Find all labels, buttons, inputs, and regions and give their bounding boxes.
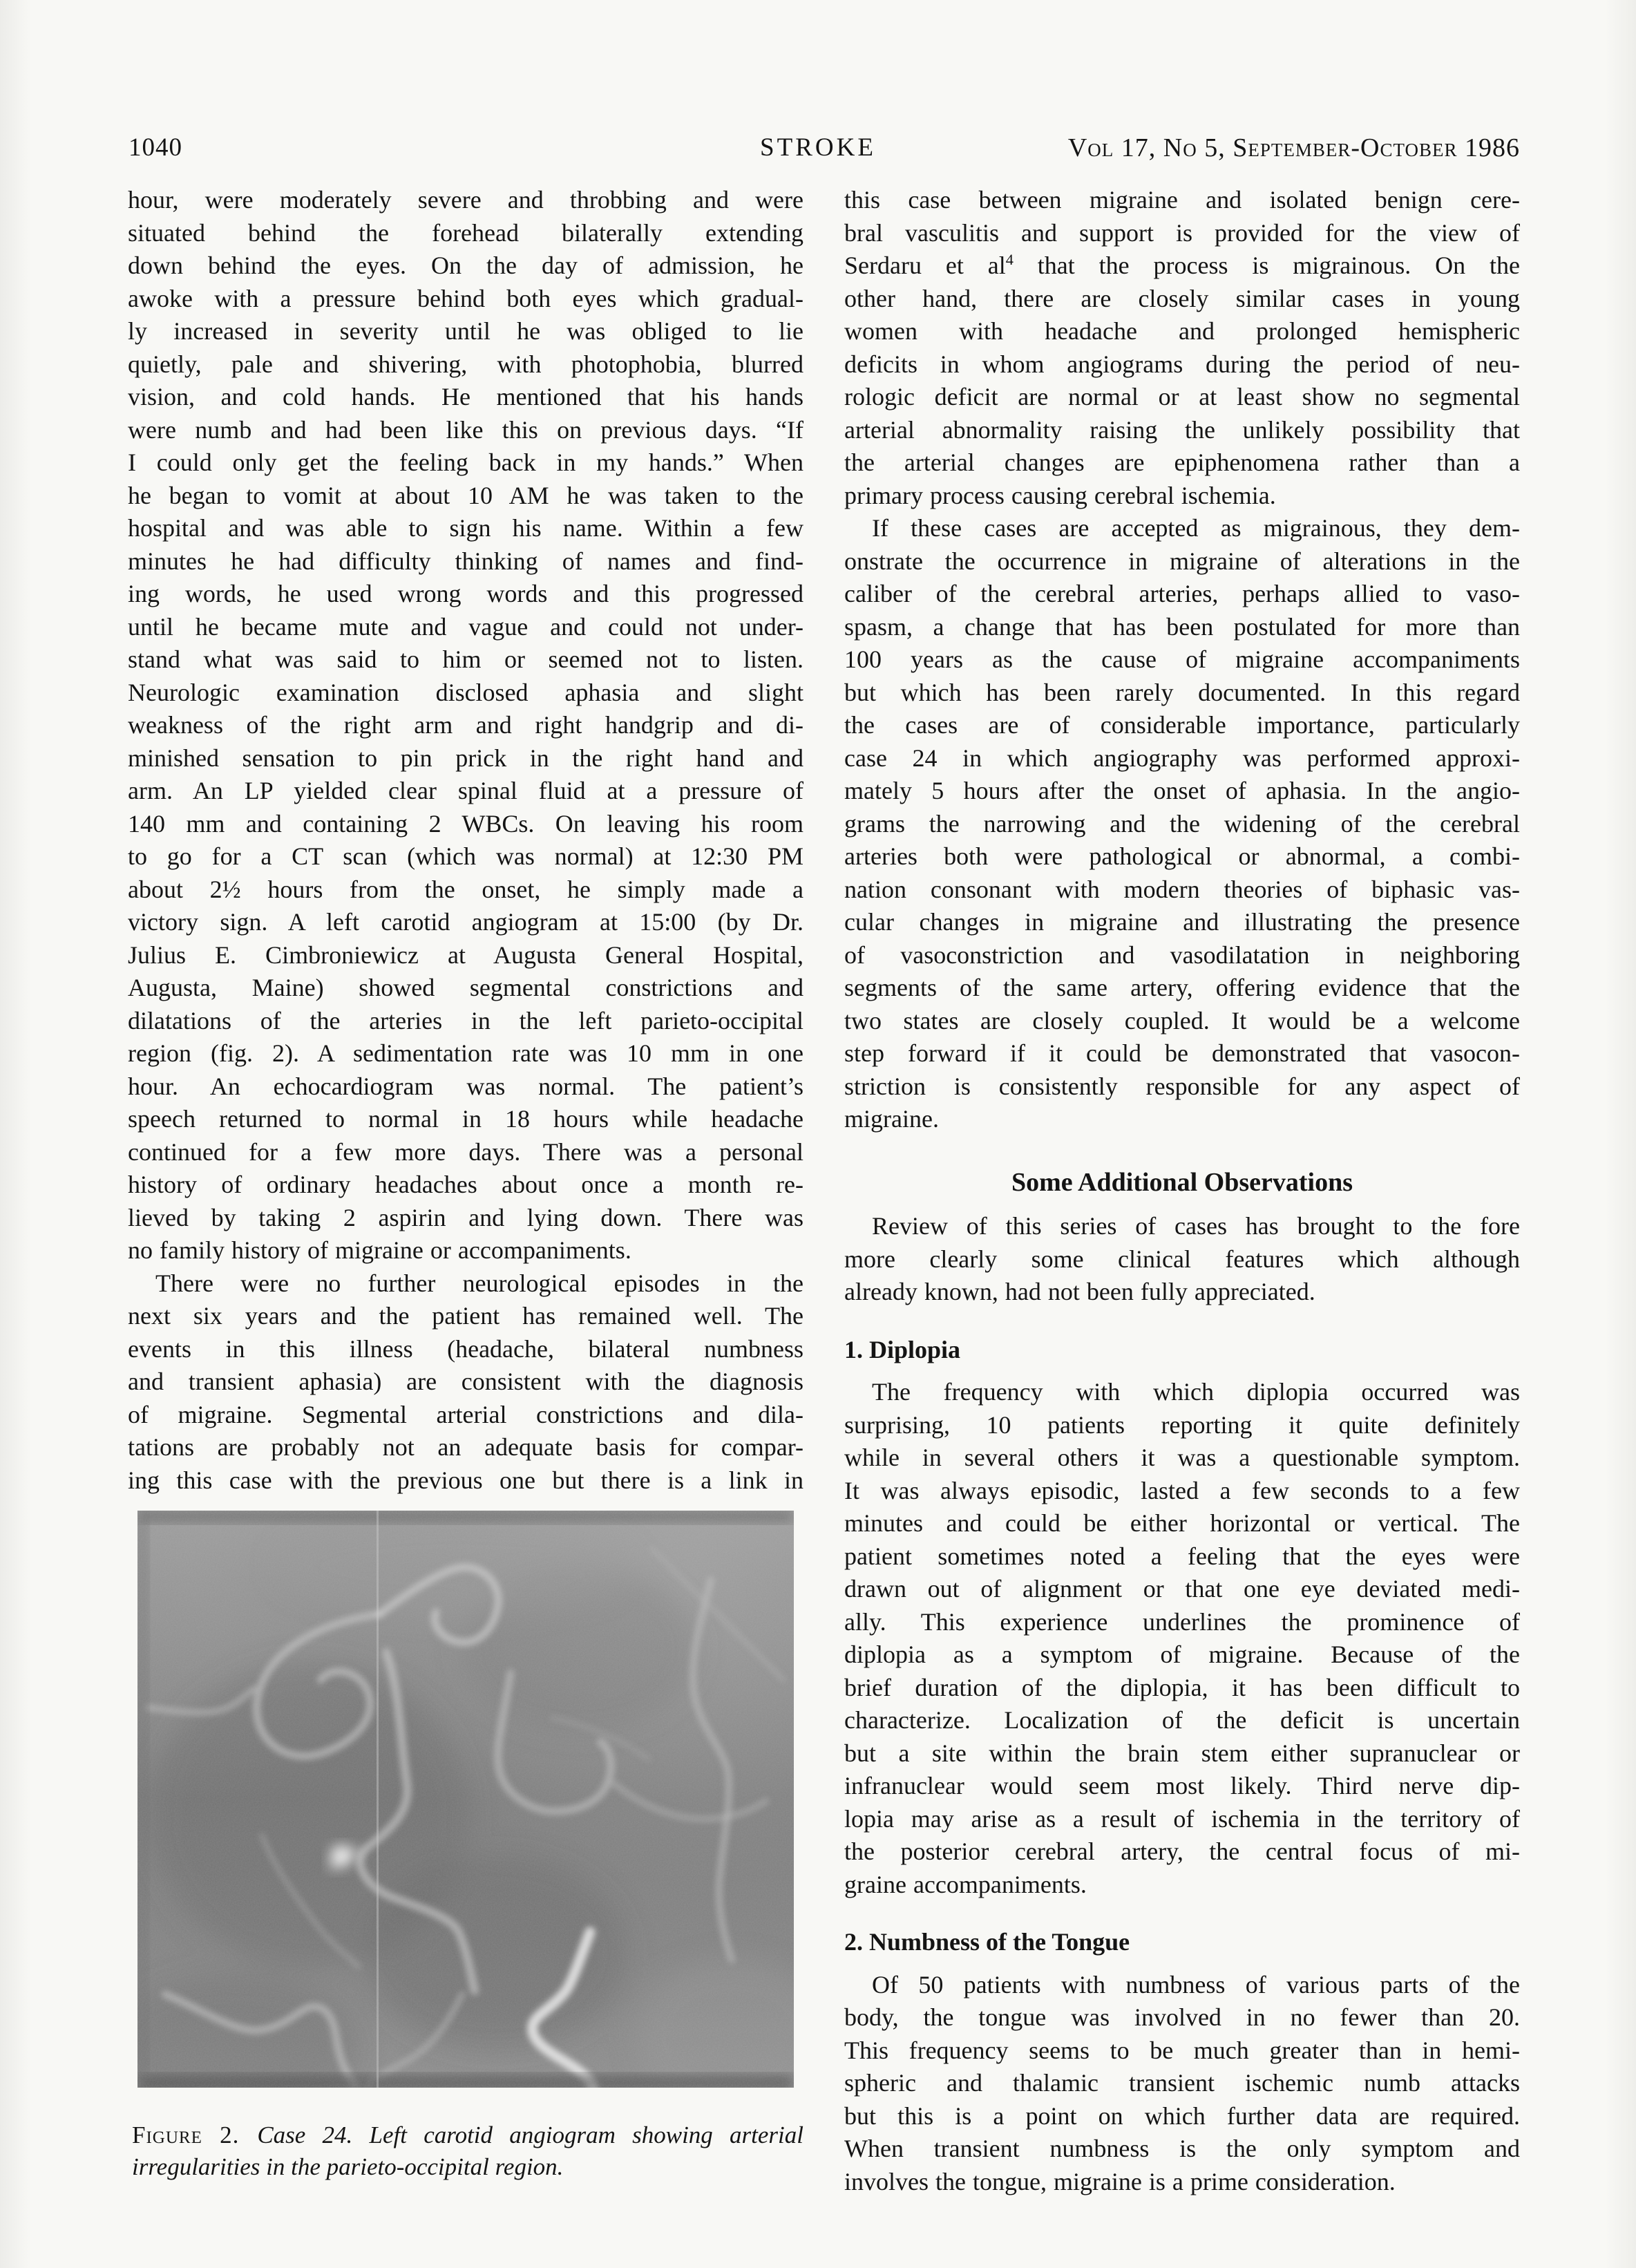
text-line: victory sign. A left carotid angiogram at 15:00 (by Dr. <box>128 908 803 936</box>
text-line: the cases are of considerable importance, particularly <box>844 711 1520 739</box>
paragraph <box>128 1267 803 1497</box>
text-line: nation consonant with modern theories of biphasic vas- <box>844 875 1520 903</box>
text-line: history of ordinary headaches about once a month re- <box>128 1171 803 1198</box>
text-line: This frequency seems to be much greater than in hemi- <box>844 2036 1520 2064</box>
text-line: The frequency with which diplopia occurred was <box>872 1378 1520 1406</box>
sub-heading: 2. Numbness of the Tongue <box>844 1928 1130 1956</box>
text-line: case 24 in which angiography was performed approxi- <box>844 744 1520 772</box>
page-number: 1040 <box>129 133 182 162</box>
text-line: and transient aphasia) are consistent with the diagnosis <box>128 1368 803 1395</box>
text-line: grams the narrowing and the widening of the cerebral <box>844 809 1520 838</box>
text-line: arterial abnormality raising the unlikely possibility that <box>844 415 1520 444</box>
text-line: segments of the same artery, offering evidence that the <box>844 974 1520 1001</box>
text-line: hour. An echocardiogram was normal. The patient’s <box>128 1072 803 1100</box>
text-line: but which has been rarely documented. In this regard <box>844 678 1520 706</box>
text-line: quietly, pale and shivering, with photophobia, blurred <box>128 350 803 378</box>
text-line: There were no further neurological episodes in the <box>155 1269 803 1297</box>
sub-heading: 1. Diplopia <box>844 1335 961 1363</box>
text-line: lieved by taking 2 aspirin and lying down. There was <box>128 1203 803 1231</box>
text-line: hospital and was able to sign his name. Within a few <box>128 514 803 542</box>
text-line: Julius E. Cimbroniewicz at Augusta General Hospital, <box>128 941 803 969</box>
left-column <box>128 184 803 2198</box>
figure-caption <box>128 2119 803 2183</box>
text-line: two states are closely coupled. It would be a welcome <box>844 1006 1520 1034</box>
text-line: women with headache and prolonged hemispheric <box>844 317 1520 345</box>
right-column <box>844 184 1520 2198</box>
text-line: mately 5 hours after the onset of aphasia. In the angio- <box>844 777 1520 804</box>
text-line: patient sometimes noted a feeling that the eyes were <box>844 1542 1520 1570</box>
text-line: speech returned to normal in 18 hours while headache <box>128 1105 803 1133</box>
text-line: drawn out of alignment or that one eye deviated medi- <box>844 1575 1520 1603</box>
paragraph <box>844 1376 1520 1901</box>
text-line: stand what was said to him or seemed not to listen. <box>128 645 803 673</box>
text-line: arteries both were pathological or abnormal, a combi- <box>844 842 1520 870</box>
text-line: cular changes in migraine and illustrating the presence <box>844 908 1520 936</box>
paragraph <box>844 184 1520 512</box>
text-line: events in this illness (headache, bilateral numbness <box>128 1334 803 1363</box>
text-line: lopia may arise as a result of ischemia in the territory of <box>844 1804 1520 1833</box>
text-line: ing words, he used wrong words and this progressed <box>128 580 803 607</box>
text-line: more clearly some clinical features which although <box>844 1245 1520 1273</box>
text-line: of migraine. Segmental arterial constrictions and dila- <box>128 1400 803 1428</box>
text-line: deficits in whom angiograms during the period of neu- <box>844 350 1520 378</box>
text-line: vision, and cold hands. He mentioned that his hands <box>128 383 803 410</box>
text-line: Augusta, Maine) showed segmental constrictions and <box>128 974 803 1001</box>
text-line: ly increased in severity until he was obliged to lie <box>128 317 803 345</box>
text-line: ing this case with the previous one but there is a link in <box>128 1466 803 1494</box>
text-line: I could only get the feeling back in my hands.” When <box>128 448 803 476</box>
paragraph <box>844 1210 1520 1309</box>
text-line: infranuclear would seem most likely. Third nerve dip- <box>844 1772 1520 1799</box>
paragraph <box>844 512 1520 1136</box>
text-line: spheric and thalamic transient ischemic numb attacks <box>844 2069 1520 2097</box>
text-line: primary process causing cerebral ischemia. <box>844 481 1276 509</box>
text-line: brief duration of the diplopia, it has been difficult to <box>844 1673 1520 1701</box>
figure-caption-text: Case 24. Left carotid angiogram showing arterial irregularities in the parieto-occipital region. <box>132 2121 803 2180</box>
text-line: bral vasculitis and support is provided for the view of <box>844 218 1520 247</box>
text-line: region (fig. 2). A sedimentation rate was 10 mm in one <box>128 1039 803 1067</box>
angiogram-figure <box>137 1511 794 2088</box>
text-line: situated behind the forehead bilaterally extending <box>128 218 803 247</box>
text-line: he began to vomit at about 10 AM he was taken to the <box>128 481 803 509</box>
issue-info: Vol 17, No 5, September-October 1986 <box>1067 133 1520 162</box>
text-line: ally. This experience underlines the prominence of <box>844 1607 1520 1636</box>
text-line: arm. An LP yielded clear spinal fluid at a pressure of <box>128 777 803 804</box>
text-line: minished sensation to pin prick in the right hand and <box>128 744 803 772</box>
text-line: Neurologic examination disclosed aphasia and slight <box>128 678 803 706</box>
text-line: involves the tongue, migraine is a prime consideration. <box>844 2167 1396 2195</box>
text-line: Review of this series of cases has brought to the fore <box>872 1212 1520 1240</box>
text-line: no family history of migraine or accompaniments. <box>128 1236 631 1264</box>
text-line: migraine. <box>844 1105 939 1133</box>
text-line: surprising, 10 patients reporting it quite definitely <box>844 1410 1520 1439</box>
text-line: hour, were moderately severe and throbbing and were <box>128 186 803 214</box>
text-line: to go for a CT scan (which was normal) at 12:30 PM <box>128 842 803 870</box>
text-line: Of 50 patients with numbness of various parts of the <box>872 1970 1520 1998</box>
journal-title: STROKE <box>760 133 876 162</box>
text-line: characterize. Localization of the deficit is uncertain <box>844 1706 1520 1734</box>
text-line: caliber of the cerebral arteries, perhaps allied to vaso- <box>844 580 1520 607</box>
text-line: onstrate the occurrence in migraine of alterations in the <box>844 547 1520 575</box>
text-line: diplopia as a symptom of migraine. Because of the <box>844 1641 1520 1668</box>
text-line: If these cases are accepted as migrainous, they dem- <box>872 514 1520 542</box>
two-column-layout <box>128 184 1520 2198</box>
text-line: 100 years as the cause of migraine accompaniments <box>844 645 1520 673</box>
text-line: awoke with a pressure behind both eyes which gradual- <box>128 284 803 312</box>
text-line: of vasoconstriction and vasodilatation in neighboring <box>844 941 1520 969</box>
text-line: next six years and the patient has remained well. The <box>128 1302 803 1330</box>
left-column-text <box>128 184 803 1497</box>
text-line: Serdaru et $al^4$ that the process is migrainous. On the <box>844 251 1520 279</box>
paragraph <box>844 1969 1520 2199</box>
text-line: weakness of the right arm and right handgrip and di- <box>128 711 803 739</box>
text-line: but a site within the brain stem either supranuclear or <box>844 1739 1520 1767</box>
text-line: but this is a point on which further data are required. <box>844 2101 1520 2130</box>
text-line: were numb and had been like this on previous days. “If <box>128 415 803 444</box>
text-line: When transient numbness is the only symptom and <box>844 2135 1520 2162</box>
text-line: until he became mute and vague and could not under- <box>128 612 803 641</box>
angiogram-image <box>137 1511 794 2088</box>
text-line: minutes and could be either horizontal or vertical. The <box>844 1509 1520 1537</box>
text-line: step forward if it could be demonstrated that vasocon- <box>844 1039 1520 1067</box>
text-line: tations are probably not an adequate basis for compar- <box>128 1433 803 1461</box>
text-line: down behind the eyes. On the day of admission, he <box>128 252 803 279</box>
text-line: graine accompaniments. <box>844 1870 1087 1898</box>
text-line: striction is consistently responsible for any aspect of <box>844 1072 1520 1100</box>
text-line: body, the tongue was involved in no fewer than 20. <box>844 2003 1520 2031</box>
right-column-text <box>844 184 1520 2198</box>
figure-caption-label: Figure 2. <box>132 2121 240 2148</box>
text-line: dilatations of the arteries in the left parieto-occipital <box>128 1006 803 1034</box>
text-line: other hand, there are closely similar cases in young <box>844 284 1520 312</box>
text-line: It was always episodic, lasted a few seconds to a few <box>844 1476 1520 1504</box>
text-line: the posterior cerebral artery, the central focus of mi- <box>844 1837 1520 1865</box>
paragraph <box>128 184 803 1267</box>
text-line: already known, had not been fully appreciated. <box>844 1278 1315 1305</box>
text-line: rologic deficit are normal or at least show no segmental <box>844 383 1520 410</box>
text-line: continued for a few more days. There was a personal <box>128 1137 803 1166</box>
text-line: this case between migraine and isolated benign cere- <box>844 186 1520 214</box>
text-line: while in several others it was a questionable symptom. <box>844 1444 1520 1471</box>
text-line: 140 mm and containing 2 WBCs. On leaving his room <box>128 809 803 838</box>
text-line: minutes he had difficulty thinking of names and find- <box>128 547 803 575</box>
text-line: the arterial changes are epiphenomena rather than a <box>844 448 1520 476</box>
text-line: spasm, a change that has been postulated for more than <box>844 612 1520 641</box>
text-line: about 2½ hours from the onset, he simply made a <box>128 875 803 903</box>
section-heading: Some Additional Observations <box>1011 1167 1353 1197</box>
